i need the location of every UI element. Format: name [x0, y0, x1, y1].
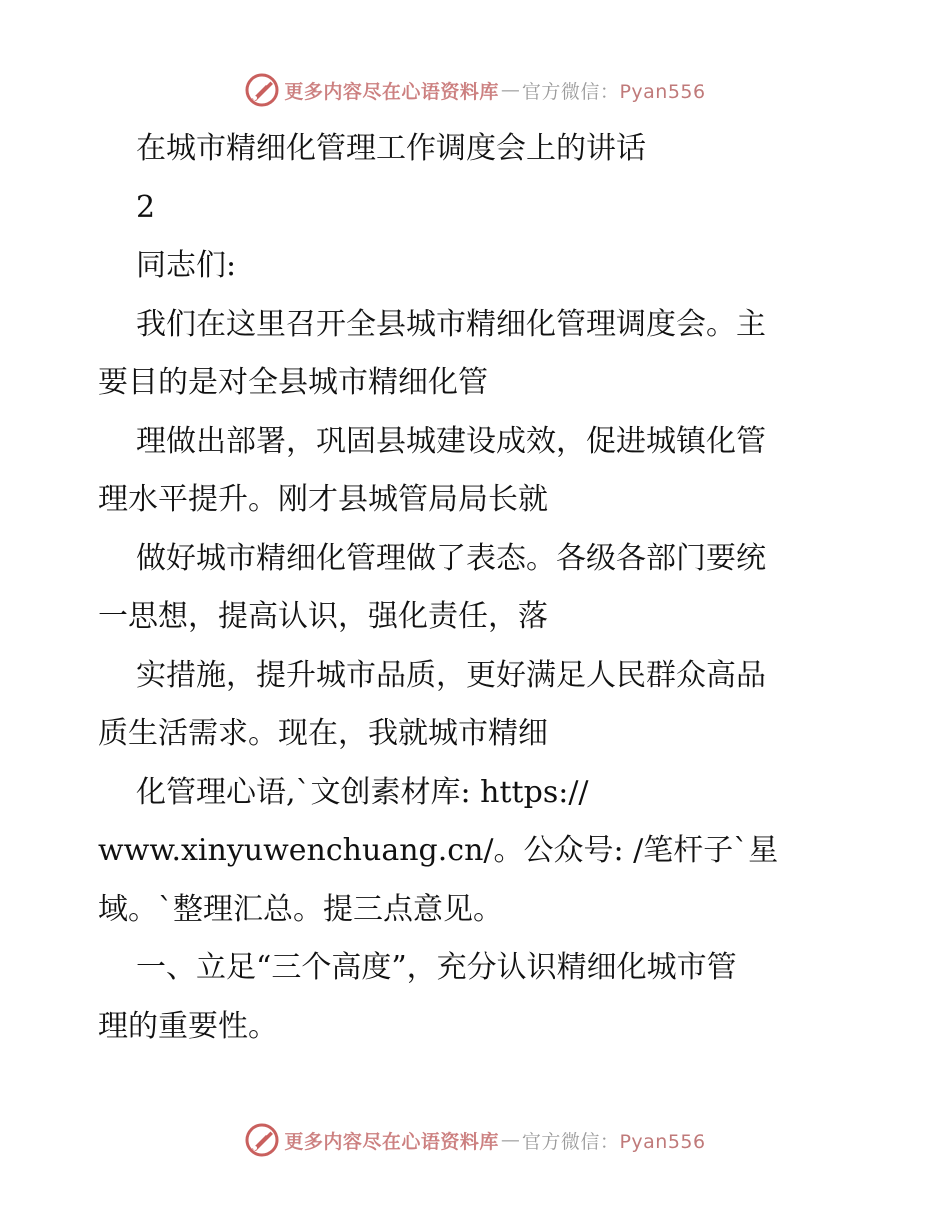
text-line: 我们在这里召开全县城市精细化管理调度会。主: [136, 306, 766, 342]
watermark-dash: —: [500, 1129, 520, 1151]
section-heading: 理的重要性。: [98, 1008, 278, 1044]
watermark-main-text: 更多内容尽在心语资料库: [284, 80, 499, 103]
text-line: 化管理心语,`文创素材库: https://: [136, 774, 589, 810]
text-line: 理水平提升。刚才县城管局局长就: [98, 482, 548, 517]
text-line: 一思想，提高认识，强化责任，落: [98, 599, 548, 634]
watermark-wechat: [522, 1127, 706, 1154]
watermark-dash: —: [500, 79, 520, 101]
text-line: 要目的是对全县城市精细化管: [98, 365, 488, 400]
quill-logo-icon: [244, 72, 280, 108]
text-line: 做好城市精细化管理做了表态。各级各部门要统: [136, 540, 766, 576]
text-line: www.xinyuwenchuang.cn/。公众号: /笔杆子`星: [98, 833, 779, 868]
footer-watermark-banner: [0, 1118, 950, 1162]
header-watermark-banner: [0, 68, 950, 112]
watermark-wechat-id: Pyan556: [619, 1130, 706, 1153]
salutation: 同志们:: [136, 248, 237, 283]
text-line: 实措施，提升城市品质，更好满足人民群众高品: [136, 657, 766, 693]
text-line: 质生活需求。现在，我就城市精细: [98, 716, 548, 751]
document-subtitle-number: 2: [136, 189, 156, 225]
document-body: [98, 120, 858, 1056]
watermark-wechat-label: 官方微信：: [521, 80, 620, 103]
watermark-wechat-label: 官方微信：: [521, 1130, 620, 1153]
watermark-wechat: [522, 77, 706, 104]
watermark-main-text: 更多内容尽在心语资料库: [284, 1130, 499, 1153]
document-title: 在城市精细化管理工作调度会上的讲话: [136, 131, 646, 166]
text-line: 域。`整理汇总。提三点意见。: [98, 891, 503, 927]
quill-logo-icon: [244, 1122, 280, 1158]
watermark-wechat-id: Pyan556: [619, 80, 706, 103]
text-line: 理做出部署，巩固县城建设成效，促进城镇化管: [136, 423, 766, 459]
section-heading: 一、立足“三个高度”，充分认识精细化城市管: [136, 950, 737, 985]
